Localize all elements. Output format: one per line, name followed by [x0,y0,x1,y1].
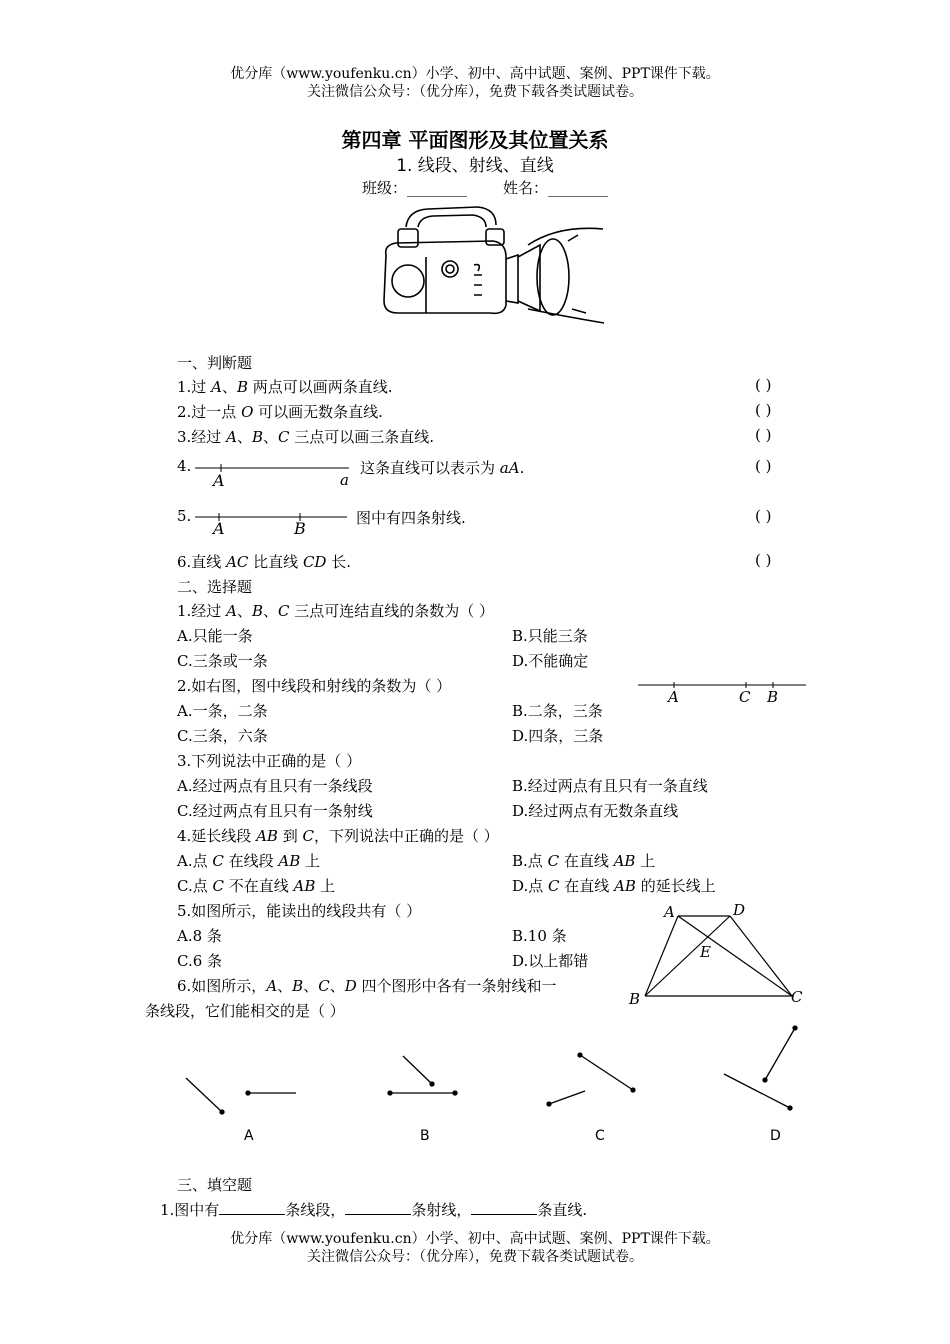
s1-question-4: 这条直线可以表示为 aA. [360,459,525,477]
choice-B[interactable]: B.经过两点有且只有一条直线 [512,777,708,795]
choice-C[interactable]: C.三条或一条 [177,652,268,670]
s2-question-2: 2.如右图，图中线段和射线的条数为（ ） [177,677,452,695]
figure-label-D: D [770,1128,781,1144]
point-label-A: A [668,688,679,706]
figure-label-A: A [244,1128,254,1144]
point-label-A: A [664,903,675,921]
choice-D[interactable]: D.点 C 在直线 AB 的延长线上 [512,877,716,895]
s2-question-5: 5.如图所示，能读出的线段共有（ ） [177,902,422,920]
blank-input[interactable] [471,1202,537,1215]
s1-question-6: 6.直线 AC 比直线 CD 长. [177,553,352,571]
choice-D[interactable]: D.经过两点有无数条直线 [512,802,679,820]
point-label-B: B [294,519,306,538]
answer-paren[interactable]: ( ) [755,457,772,475]
header-line-1: 优分库（www.youfenku.cn）小学、初中、高中试题、案例、PPT课件下载。 [230,66,720,82]
s1-question-2: 2.过一点 O 可以画无数条直线. [177,403,383,421]
footer-line-1: 优分库（www.youfenku.cn）小学、初中、高中试题、案例、PPT课件下载。 [230,1231,720,1247]
choice-C[interactable]: C.6 条 [177,952,223,970]
section-subtitle: 1. 线段、射线、直线 [396,156,554,176]
s2-question-4: 4.延长线段 AB 到 C，下列说法中正确的是（ ） [177,827,499,845]
chapter-title: 第四章 平面图形及其位置关系 [341,128,609,152]
choice-B[interactable]: B.只能三条 [512,627,588,645]
blank-input[interactable] [345,1202,411,1215]
s1-question-5: 图中有四条射线. [356,509,466,527]
choice-A[interactable]: A.只能一条 [177,627,253,645]
choice-A[interactable]: A.8 条 [177,927,222,945]
s3-question-1: 1.图中有 条线段， 条射线， 条直线. [160,1201,588,1219]
s2-question-6: 6.如图所示，A、B、C、D 四个图形中各有一条射线和一 [177,977,557,995]
choice-D[interactable]: D.四条，三条 [512,727,604,745]
point-label-B: B [767,688,779,706]
section3-heading: 三、填空题 [177,1176,253,1194]
answer-paren[interactable]: ( ) [755,507,772,525]
blank-input[interactable] [219,1202,285,1215]
choice-B[interactable]: B.10 条 [512,927,567,945]
s2-question-3: 3.下列说法中正确的是（ ） [177,752,362,770]
choice-D[interactable]: D.不能确定 [512,652,589,670]
s2-question-1: 1.经过 A、B、C 三点可连结直线的条数为（ ） [177,602,495,620]
q2-line-figure [638,680,808,700]
choice-A[interactable]: A.点 C 在线段 AB 上 [177,852,321,870]
camera-illustration [378,205,608,325]
point-label-C: C [739,688,751,706]
s2-question-6-line2: 条线段，它们能相交的是（ ） [145,1002,345,1020]
choice-D[interactable]: D.以上都错 [512,952,589,970]
answer-paren[interactable]: ( ) [755,401,772,419]
ray-segment-figures [170,1040,810,1130]
line-label-a: a [340,471,349,489]
footer-line-2: 关注微信公众号：（优分库），免费下载各类试题试卷。 [307,1249,643,1265]
name-field: 姓名：________ [503,179,609,197]
s1-question-4-number: 4. [177,457,192,475]
figure-label-C: C [595,1128,605,1144]
choice-C[interactable]: C.点 C 不在直线 AB 上 [177,877,336,895]
choice-C[interactable]: C.三条，六条 [177,727,268,745]
choice-C[interactable]: C.经过两点有且只有一条射线 [177,802,373,820]
choice-B[interactable]: B.点 C 在直线 AB 上 [512,852,656,870]
choice-A[interactable]: A.一条，二条 [177,702,268,720]
header-line-2: 关注微信公众号：（优分库），免费下载各类试题试卷。 [307,84,643,100]
point-label-A: A [213,519,225,538]
trapezoid-figure [640,910,810,1010]
choice-B[interactable]: B.二条，三条 [512,702,603,720]
choice-A[interactable]: A.经过两点有且只有一条线段 [177,777,373,795]
point-label-D: D [733,901,746,919]
section1-heading: 一、判断题 [177,354,253,372]
answer-paren[interactable]: ( ) [755,426,772,444]
point-label-E: E [700,943,711,961]
point-label-C: C [791,988,803,1006]
answer-paren[interactable]: ( ) [755,551,772,569]
point-label-A: A [213,471,225,490]
s1-question-1: 1.过 A、B 两点可以画两条直线. [177,378,393,396]
class-field: 班级：________ [362,179,468,197]
point-label-B: B [629,990,641,1008]
s1-question-5-number: 5. [177,507,192,525]
answer-paren[interactable]: ( ) [755,376,772,394]
figure-label-B: B [420,1128,430,1144]
section2-heading: 二、选择题 [177,578,253,596]
s1-question-3: 3.经过 A、B、C 三点可以画三条直线. [177,428,435,446]
